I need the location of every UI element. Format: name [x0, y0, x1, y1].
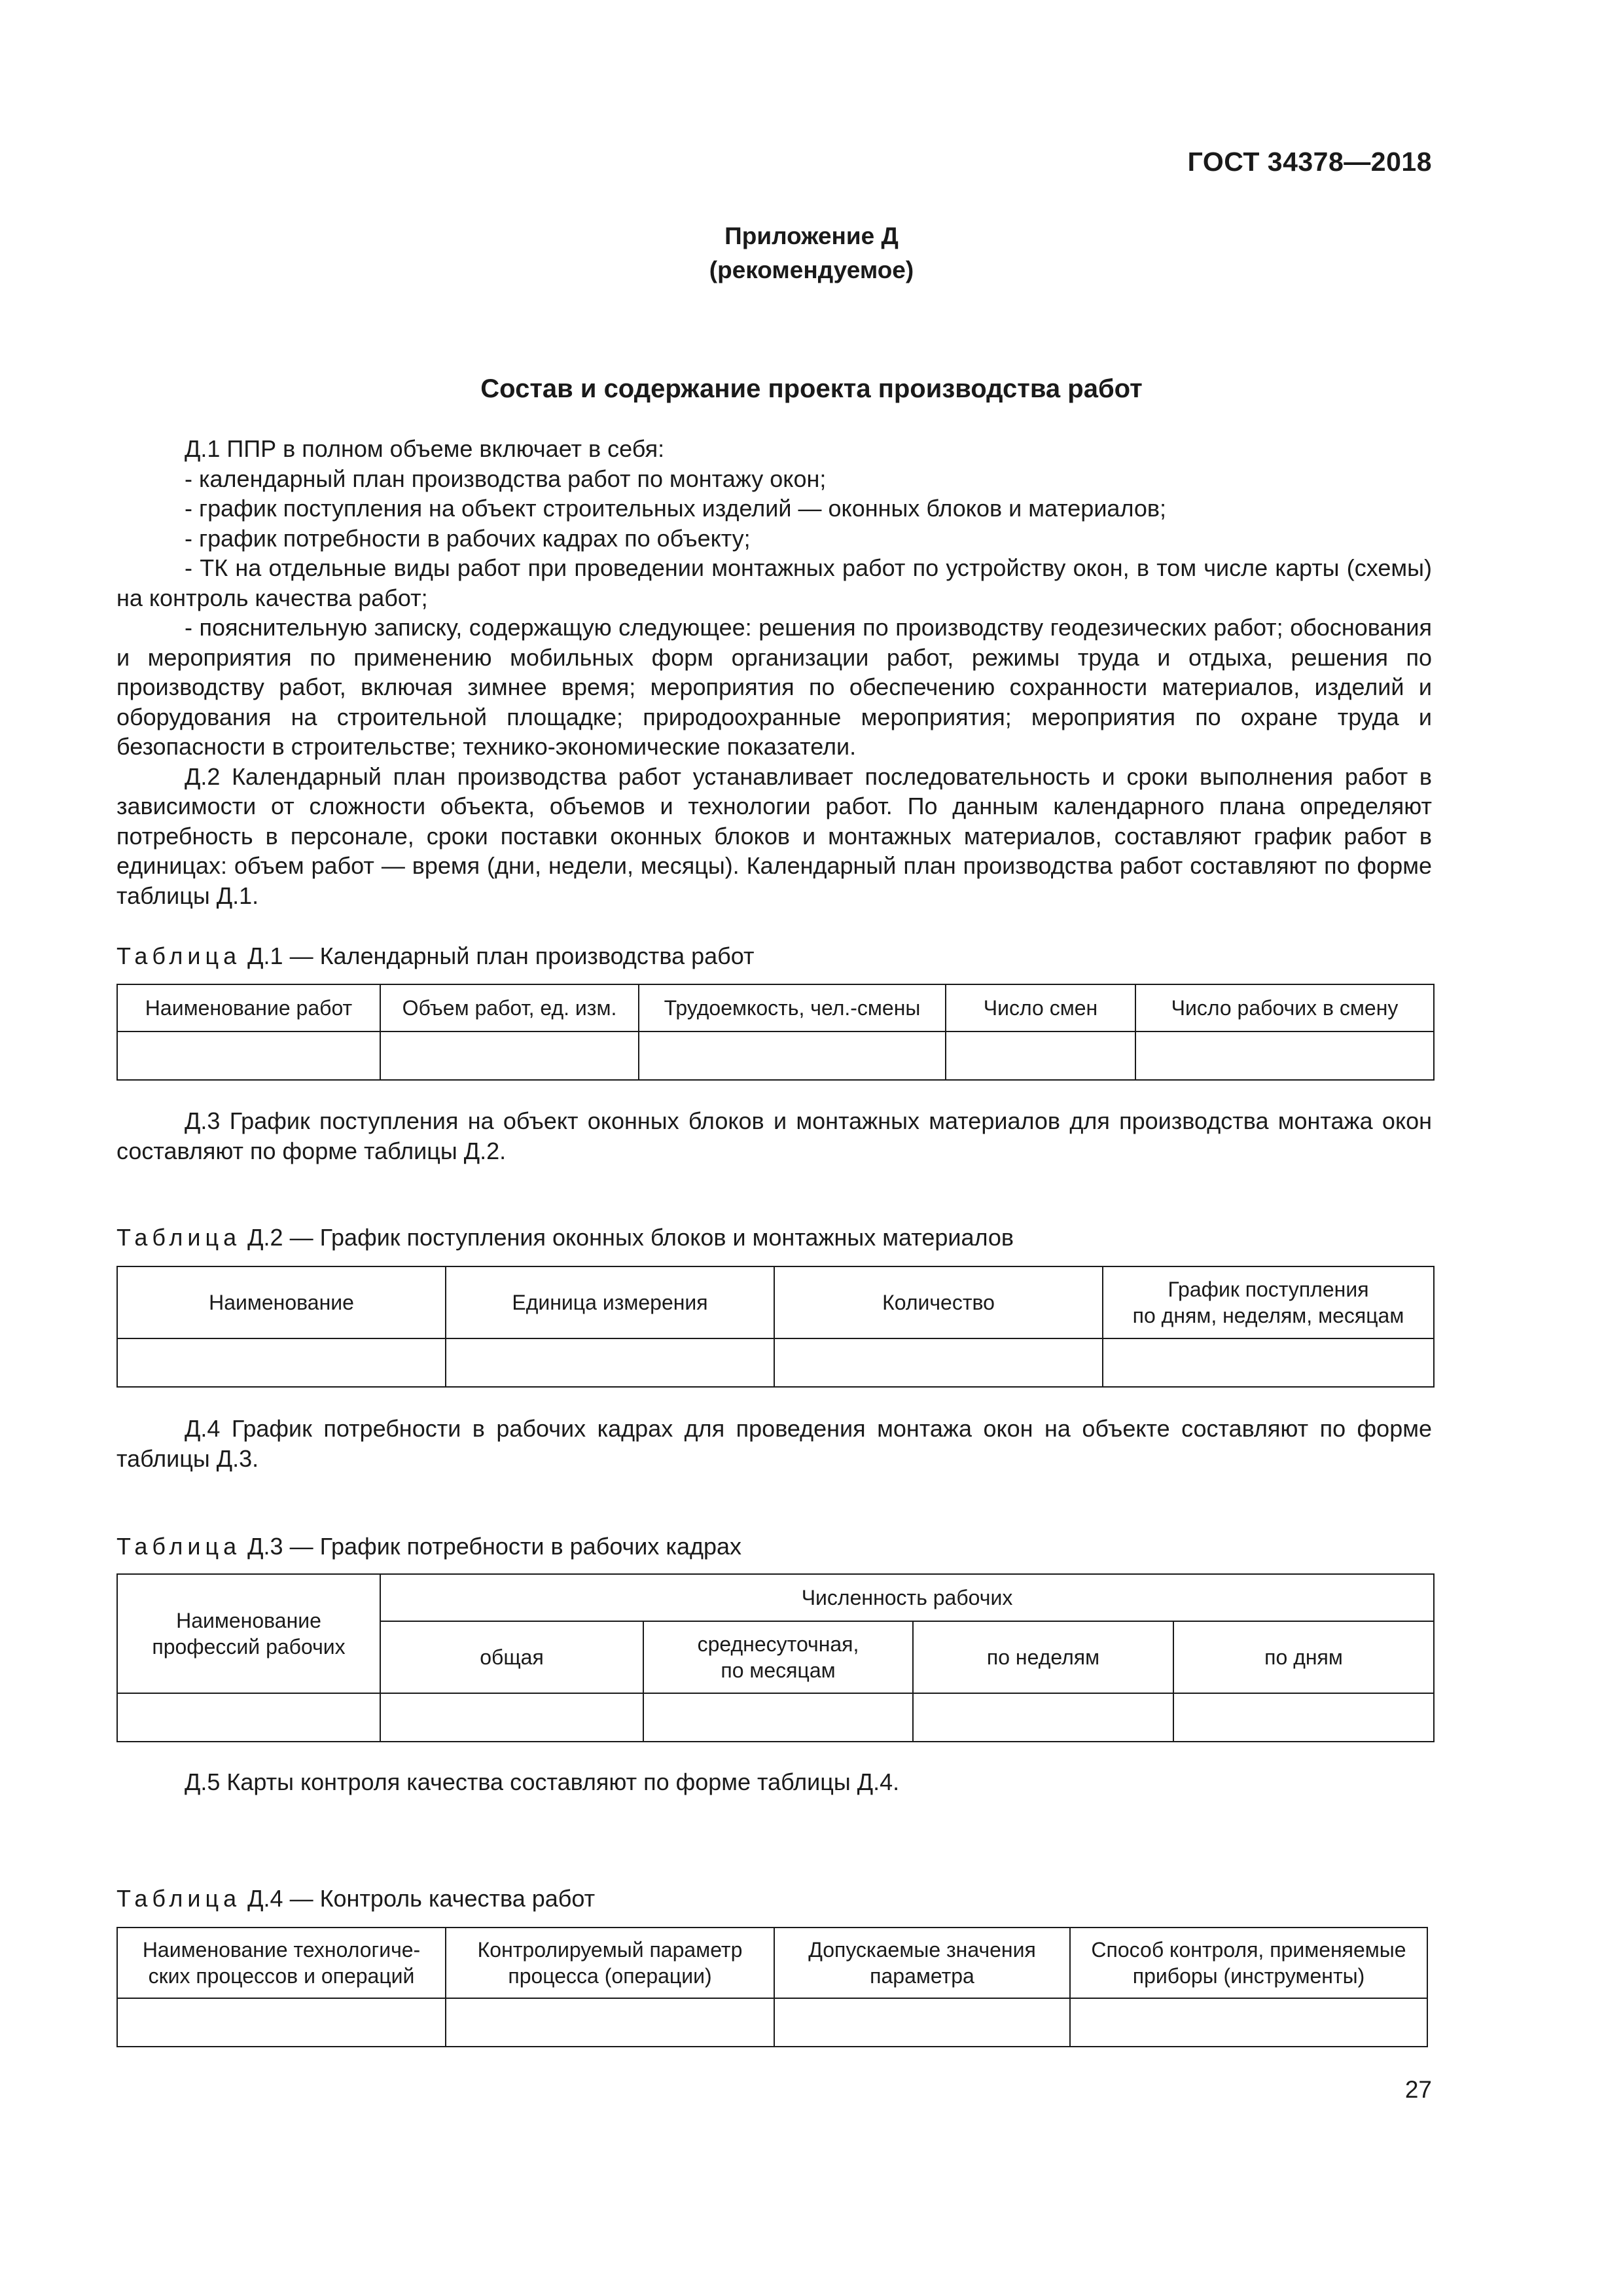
table-header-cell: Наименование работ [117, 984, 380, 1031]
header-line: Допускаемые значения [808, 1938, 1036, 1962]
body-text-section-1 [116, 434, 1432, 910]
list-item: - график поступления на объект строительных изделий — оконных блоков и материалов; [185, 495, 1167, 522]
table-cell [643, 1693, 913, 1742]
table-cell [913, 1693, 1173, 1742]
header-line: ских процессов и операций [148, 1964, 415, 1988]
table-cell [1135, 1031, 1434, 1080]
paragraph-d2: Д.2 Календарный план производства работ устанавливает последовательность и сроки выполнения работ в зависимости от сложности объекта, объемов и технологии работ. По данным календарного плана определяют потребность в персонале, сроки поставки оконных блоков и монтажных материалов, составляют график работ в единицах: объем работ — время (дни, недели, месяцы). Календарный план производства работ составляют по форме таблицы Д.1. [116, 762, 1432, 909]
table-cell [117, 1998, 446, 2047]
table-caption-text: Д.3 — График потребности в рабочих кадрах [241, 1533, 742, 1560]
table-row [117, 1031, 1434, 1080]
header-line: по месяцам [721, 1659, 836, 1682]
table-d3 [116, 1573, 1435, 1742]
paragraph-d5: Д.5 Карты контроля качества составляют по форме таблицы Д.4. [185, 1768, 900, 1795]
table-row [117, 1998, 1427, 2047]
section-heading: Состав и содержание проекта производства работ [480, 374, 1143, 403]
table-cell [380, 1693, 643, 1742]
table-d2 [116, 1266, 1435, 1388]
header-line: Наименование [176, 1609, 321, 1632]
header-line: График поступления [1168, 1278, 1369, 1301]
table-caption-text: Д.2 — График поступления оконных блоков и монтажных материалов [241, 1224, 1014, 1251]
table-cell [117, 1031, 380, 1080]
list-item: - пояснительную записку, содержащую следующее: решения по производству геодезических работ; обоснования и мероприятия по применению мобильных форм организации работ, режимы труда и отдыха, решения по производству работ, включая зимнее время; мероприятия по обеспечению сохранности материалов, изделий и оборудования на строительной площадке; природоохранные мероприятия; мероприятия по охране труда и безопасности в строительстве; технико-экономические показатели. [116, 614, 1432, 760]
header-line: Контролируемый параметр [477, 1938, 743, 1962]
table-row [117, 1338, 1434, 1387]
standard-designation: ГОСТ 34378—2018 [1187, 147, 1432, 177]
body-text-d5 [116, 1767, 1432, 1797]
table-cell [774, 1998, 1070, 2047]
table-d1-caption [116, 942, 755, 970]
paragraph-d3: Д.3 График поступления на объект оконных блоков и монтажных материалов для производства монтажа окон составляют по форме таблицы Д.2. [116, 1107, 1432, 1164]
list-item: - календарный план производства работ по монтажу окон; [185, 465, 827, 492]
body-text-d4 [116, 1414, 1432, 1473]
annex-title: Приложение Д [724, 223, 899, 249]
table-label: Таблица [116, 1885, 241, 1912]
table-header-cell [117, 1574, 380, 1693]
table-cell [117, 1338, 446, 1387]
table-header-cell [1070, 1928, 1427, 1998]
table-header-cell [117, 1928, 446, 1998]
header-line: по дням, неделям, месяцам [1132, 1304, 1404, 1327]
table-header-cell: Объем работ, ед. изм. [380, 984, 639, 1031]
table-header-cell: по дням [1173, 1621, 1434, 1693]
table-header-cell [446, 1928, 774, 1998]
header-line: среднесуточная, [697, 1632, 859, 1656]
table-label: Таблица [116, 942, 241, 969]
list-item: - график потребности в рабочих кадрах по объекту; [185, 524, 751, 552]
paragraph-d1: Д.1 ППР в полном объеме включает в себя: [185, 435, 665, 462]
header-line: процесса (операции) [508, 1964, 712, 1988]
table-cell [1070, 1998, 1427, 2047]
table-row [117, 1693, 1434, 1742]
table-d2-caption [116, 1224, 1014, 1251]
table-label: Таблица [116, 1224, 241, 1251]
table-cell [446, 1998, 774, 2047]
table-caption-text: Д.1 — Календарный план производства работ [241, 942, 755, 969]
table-header-cell: Наименование [117, 1266, 446, 1338]
table-caption-text: Д.4 — Контроль качества работ [241, 1885, 596, 1912]
table-cell [1103, 1338, 1434, 1387]
table-header-cell: Число смен [946, 984, 1135, 1031]
body-text-d3 [116, 1106, 1432, 1166]
table-cell [639, 1031, 946, 1080]
table-cell [946, 1031, 1135, 1080]
table-d4 [116, 1927, 1428, 2047]
table-d3-caption [116, 1533, 741, 1560]
table-cell [380, 1031, 639, 1080]
table-header-cell: Количество [774, 1266, 1103, 1338]
header-line: параметра [870, 1964, 974, 1988]
paragraph-d4: Д.4 График потребности в рабочих кадрах для проведения монтажа окон на объекте составляют по форме таблицы Д.3. [116, 1415, 1432, 1472]
table-header-cell: Число рабочих в смену [1135, 984, 1434, 1031]
list-item: - ТК на отдельные виды работ при проведении монтажных работ по устройству окон, в том числе карты (схемы) на контроль качества работ; [116, 554, 1432, 611]
table-header-cell: Трудоемкость, чел.-смены [639, 984, 946, 1031]
table-d4-caption [116, 1885, 595, 1912]
table-cell [446, 1338, 774, 1387]
table-cell [1173, 1693, 1434, 1742]
table-header-cell [774, 1928, 1070, 1998]
table-group-header: Численность рабочих [380, 1574, 1434, 1621]
table-header-cell: по неделям [913, 1621, 1173, 1693]
page-number: 27 [1404, 2076, 1432, 2103]
table-d1 [116, 984, 1435, 1081]
header-line: профессий рабочих [152, 1635, 346, 1659]
table-header-cell: общая [380, 1621, 643, 1693]
table-header-cell: Единица измерения [446, 1266, 774, 1338]
table-header-cell [1103, 1266, 1434, 1338]
header-line: Способ контроля, применяемые [1091, 1938, 1406, 1962]
table-label: Таблица [116, 1533, 241, 1560]
table-cell [774, 1338, 1103, 1387]
header-line: Наименование технологиче- [142, 1938, 421, 1962]
header-line: приборы (инструменты) [1132, 1964, 1365, 1988]
table-cell [117, 1693, 380, 1742]
annex-status: (рекомендуемое) [709, 257, 914, 283]
table-header-cell [643, 1621, 913, 1693]
